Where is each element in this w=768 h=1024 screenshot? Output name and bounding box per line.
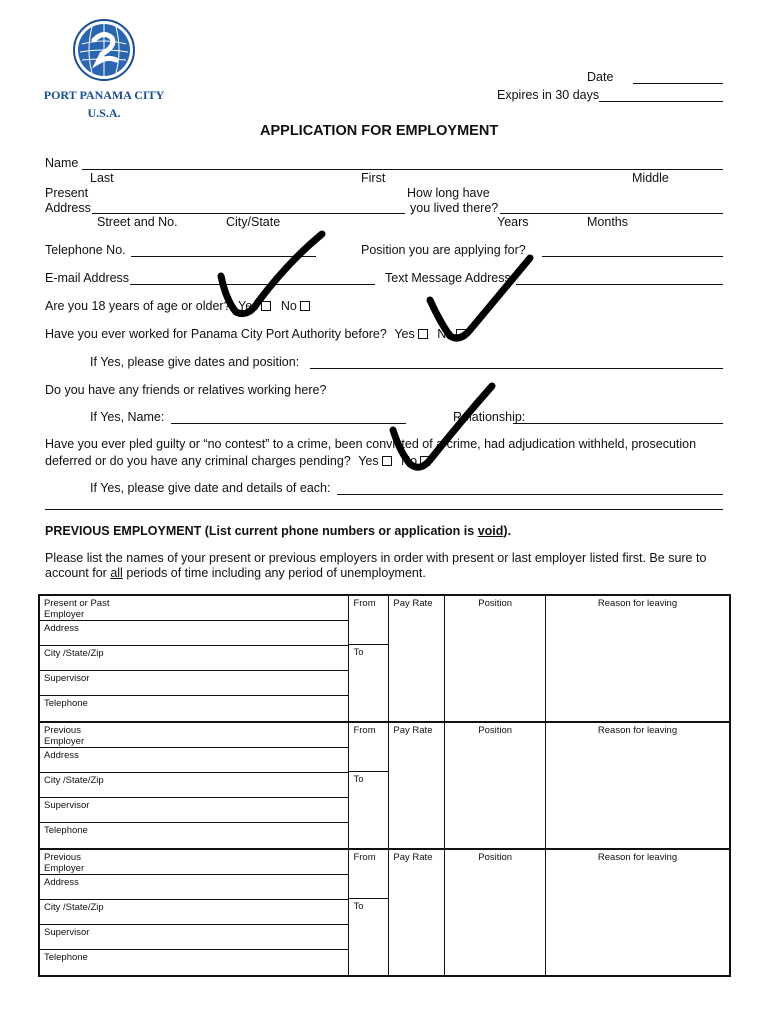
name-label: Name	[45, 156, 79, 170]
name-field[interactable]	[82, 169, 723, 170]
employer-field-city-label: City /State/Zip	[44, 775, 104, 786]
employment-instructions-2b: periods of time including any period of unemployment.	[122, 566, 426, 580]
crime-followup-field[interactable]	[337, 494, 723, 495]
page-title: APPLICATION FOR EMPLOYMENT	[260, 123, 499, 139]
employer-field-supervisor-label: Supervisor	[44, 927, 90, 938]
employer-field-employer[interactable]	[40, 596, 348, 621]
employment-heading-text: PREVIOUS EMPLOYMENT (List current phone numbers or application is	[45, 524, 478, 538]
age-question-text: Are you 18 years of age or older?	[45, 299, 231, 313]
to-label: To	[353, 774, 364, 785]
position-field[interactable]	[542, 256, 723, 257]
employer-field-city-label: City /State/Zip	[44, 902, 104, 913]
street-caption: Street and No.	[97, 215, 178, 229]
worked-yes-checkbox[interactable]	[418, 329, 428, 339]
employer-field-city[interactable]	[40, 646, 348, 671]
crime-followup-field-2[interactable]	[45, 509, 723, 510]
employment-instructions-1: Please list the names of your present or previous employers in order with present or last employer listed first. Be sure to	[45, 551, 707, 565]
from-cell[interactable]	[349, 723, 388, 772]
employer-field-supervisor[interactable]	[40, 671, 348, 696]
from-label: From	[353, 852, 376, 863]
lived-there-label: you lived there?	[410, 201, 499, 215]
employer-field-employer-label: Previous	[44, 852, 81, 863]
date-label: Date	[587, 70, 614, 84]
reason-cell[interactable]	[546, 722, 730, 849]
employer-field-address[interactable]	[40, 748, 348, 773]
age-no-checkbox[interactable]	[300, 301, 310, 311]
employer-field-telephone[interactable]	[40, 823, 348, 848]
reason-cell[interactable]	[546, 849, 730, 976]
reason-label: Reason for leaving	[597, 598, 678, 609]
from-cell[interactable]	[349, 596, 388, 645]
to-cell[interactable]	[349, 772, 388, 787]
employer-field-address[interactable]	[40, 875, 348, 900]
reason-label: Reason for leaving	[597, 852, 678, 863]
employment-instructions-all: all	[110, 566, 123, 580]
friends-name-field[interactable]	[171, 423, 406, 424]
friends-name-label: If Yes, Name:	[90, 410, 165, 424]
employer-block	[39, 849, 730, 976]
position-cell[interactable]	[445, 595, 546, 722]
address-field[interactable]	[92, 213, 405, 214]
employer-field-address-label: Address	[44, 877, 79, 888]
city-state-caption: City/State	[226, 215, 281, 229]
relationship-label: Relationship:	[453, 410, 526, 424]
email-label: E-mail Address	[45, 271, 130, 285]
worked-yes-label: Yes	[394, 327, 415, 341]
pay-rate-cell[interactable]	[389, 722, 445, 849]
age-yes-checkbox[interactable]	[261, 301, 271, 311]
worked-question-text: Have you ever worked for Panama City Port Authority before?	[45, 327, 387, 341]
age-no-label: No	[280, 299, 297, 313]
employment-heading-end: ).	[503, 524, 512, 538]
email-field[interactable]	[130, 284, 375, 285]
text-message-label: Text Message Address	[385, 271, 511, 285]
to-label: To	[353, 901, 364, 912]
telephone-label: Telephone No.	[45, 243, 126, 257]
how-long-label: How long have	[407, 186, 490, 200]
crime-question-line2	[45, 454, 430, 468]
years-caption: Years	[497, 215, 529, 229]
pay-rate-cell[interactable]	[389, 849, 445, 976]
employer-field-telephone[interactable]	[40, 696, 348, 721]
port-logo	[72, 18, 136, 82]
text-message-field[interactable]	[516, 284, 723, 285]
checkmark-worked-icon	[430, 258, 530, 338]
position-col-label: Position	[478, 852, 513, 863]
position-label: Position you are applying for?	[361, 243, 526, 257]
crime-question-text: deferred or do you have any criminal charges pending?	[45, 454, 351, 468]
employer-field-employer-label-2: Employer	[44, 609, 85, 620]
pay-rate-label: Pay Rate	[393, 852, 433, 863]
employer-field-supervisor-label: Supervisor	[44, 673, 90, 684]
employer-field-address[interactable]	[40, 621, 348, 646]
crime-yes-label: Yes	[358, 454, 379, 468]
relationship-field[interactable]	[513, 423, 723, 424]
friends-question: Do you have any friends or relatives working here?	[45, 383, 327, 397]
age-yes-label: Yes	[238, 299, 259, 313]
position-cell[interactable]	[445, 722, 546, 849]
crime-question-line1: Have you ever pled guilty or “no contest” to a crime, been convicted of a crime, had adjudication withheld, prosecution	[45, 437, 697, 451]
reason-label: Reason for leaving	[597, 725, 678, 736]
employer-field-telephone[interactable]	[40, 950, 348, 975]
position-cell[interactable]	[445, 849, 546, 976]
employment-heading	[45, 524, 511, 538]
employment-instructions-2	[45, 566, 426, 580]
to-label: To	[353, 647, 364, 658]
crime-no-checkbox[interactable]	[420, 456, 430, 466]
date-field[interactable]	[633, 83, 723, 84]
present-label: Present	[45, 186, 89, 200]
employer-block	[39, 722, 730, 849]
crime-followup-label: If Yes, please give date and details of each:	[90, 481, 331, 495]
org-country: U.S.A.	[87, 106, 121, 120]
worked-no-label: No	[437, 327, 454, 341]
crime-yes-checkbox[interactable]	[382, 456, 392, 466]
telephone-field[interactable]	[131, 256, 316, 257]
to-cell[interactable]	[349, 899, 388, 914]
employment-heading-void: void	[477, 524, 504, 538]
to-cell[interactable]	[349, 645, 388, 660]
from-cell[interactable]	[349, 850, 388, 899]
from-label: From	[353, 725, 376, 736]
employer-field-telephone-label: Telephone	[44, 698, 88, 709]
expires-label: Expires in 30 days	[497, 88, 600, 102]
employer-field-employer-label-2: Employer	[44, 863, 85, 874]
how-long-field[interactable]	[500, 213, 723, 214]
employment-instructions-2a: account for	[45, 566, 111, 580]
employer-field-supervisor[interactable]	[40, 798, 348, 823]
expires-field[interactable]	[599, 101, 723, 102]
worked-followup-label: If Yes, please give dates and position:	[90, 355, 300, 369]
employer-block	[39, 595, 730, 722]
address-label: Address	[45, 201, 91, 215]
employer-field-employer-label: Previous	[44, 725, 81, 736]
employer-field-telephone-label: Telephone	[44, 952, 88, 963]
employer-field-supervisor-label: Supervisor	[44, 800, 90, 811]
employment-table	[38, 594, 731, 977]
age-question	[45, 299, 310, 313]
pay-rate-cell[interactable]	[389, 595, 445, 722]
name-first-caption: First	[361, 171, 386, 185]
employer-field-address-label: Address	[44, 750, 79, 761]
employer-field-employer-label: Present or Past	[44, 598, 110, 609]
name-middle-caption: Middle	[632, 171, 669, 185]
position-col-label: Position	[478, 725, 513, 736]
employer-field-city[interactable]	[40, 900, 348, 925]
worked-question	[45, 327, 466, 341]
employer-field-telephone-label: Telephone	[44, 825, 88, 836]
pay-rate-label: Pay Rate	[393, 598, 433, 609]
employer-field-address-label: Address	[44, 623, 79, 634]
name-last-caption: Last	[90, 171, 114, 185]
employer-field-supervisor[interactable]	[40, 925, 348, 950]
employer-field-city[interactable]	[40, 773, 348, 798]
worked-no-checkbox[interactable]	[456, 329, 466, 339]
crime-no-label: No	[401, 454, 418, 468]
employer-field-employer[interactable]	[40, 850, 348, 875]
pay-rate-label: Pay Rate	[393, 725, 433, 736]
from-label: From	[353, 598, 376, 609]
employer-field-employer[interactable]	[40, 723, 348, 748]
org-name: PORT PANAMA CITY	[43, 88, 165, 102]
employer-field-employer-label-2: Employer	[44, 736, 85, 747]
position-col-label: Position	[478, 598, 513, 609]
reason-cell[interactable]	[546, 595, 730, 722]
months-caption: Months	[587, 215, 628, 229]
employer-field-city-label: City /State/Zip	[44, 648, 104, 659]
worked-followup-field[interactable]	[310, 368, 723, 369]
